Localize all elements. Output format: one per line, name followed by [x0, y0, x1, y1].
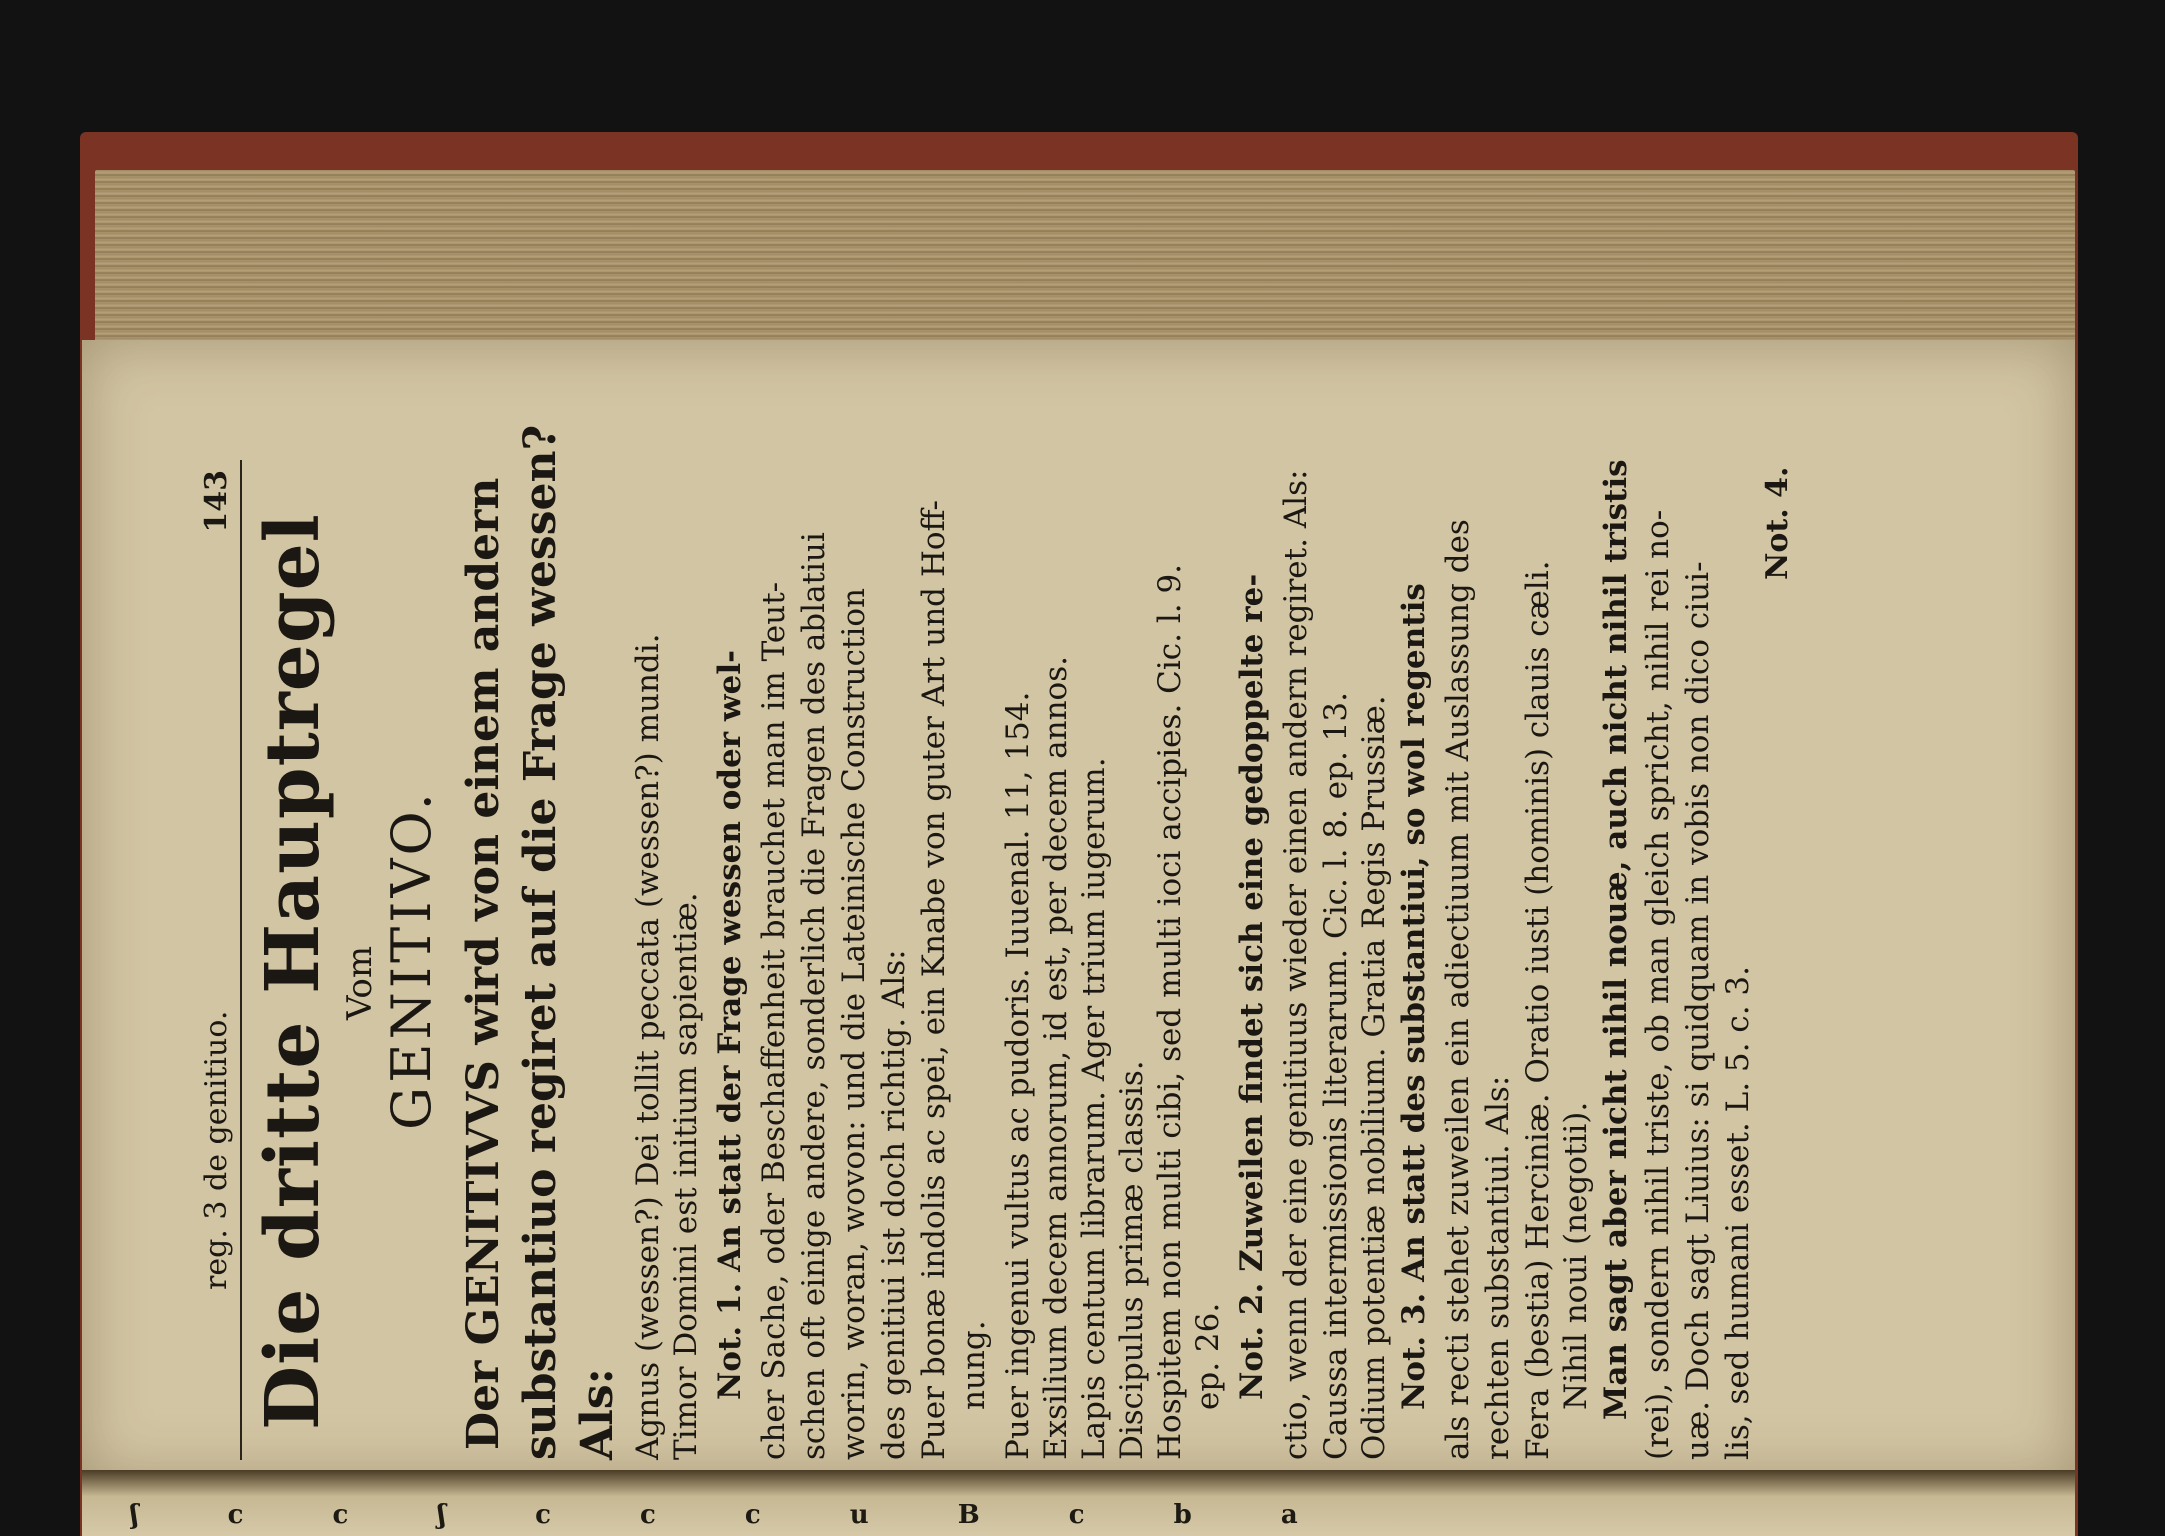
text-line: Odium potentiæ nobilium. Gratia Regis Prussiæ. [1356, 695, 1392, 1460]
text-line: ep. 26. [1190, 1302, 1226, 1410]
text-line: Agnus (wessen?) Dei tollit peccata (wessen?) mundi. [630, 633, 666, 1460]
text-line: (rei), sondern nihil triste, ob man gleich spricht, nihil rei no- [1640, 509, 1676, 1460]
catchword: Not. 4. [1760, 466, 1795, 580]
chapter-genitivo: GENITIVO. [380, 789, 443, 1130]
text-line: schen oft einige andere, sonderlich die Fragen des ablatiui [796, 532, 832, 1460]
text-line: Not. 3. An statt des substantiui, so wol regentis [1396, 583, 1432, 1410]
text-line: Lapis centum librarum. Ager trium iugerum. [1076, 757, 1112, 1460]
page-text-rotated [190, 424, 1970, 1460]
text-line: Not. 1. An statt der Frage wessen oder wel- [712, 650, 748, 1400]
page-edges [95, 170, 2075, 355]
text-line: ctio, wenn der eine genitiuus wieder einen andern regiret. Als: [1278, 469, 1314, 1460]
rule-line-2: substantiuo regiret auf die Frage wessen? [515, 424, 566, 1460]
page-number: 143 [199, 470, 234, 533]
text-line: Timor Domini est initium sapientiæ. [668, 892, 704, 1460]
text-line: Caussa intermissionis literarum. Cic. l. 8. ep. 13. [1318, 692, 1354, 1460]
text-line: Man sagt aber nicht nihil nouæ, auch nicht nihil tristis [1598, 459, 1634, 1420]
text-line: lis, sed humani esset. L. 5. c. 3. [1720, 966, 1756, 1460]
text-line: cher Sache, oder Beschaffenheit brauchet man im Teut- [756, 581, 792, 1460]
facing-page-fragment: ʃ c c ʃ c c c u B c b a [130, 1500, 1338, 1530]
running-head-title: reg. 3 de genitiuo. [199, 1010, 234, 1290]
chapter-vom: Vom [340, 945, 380, 1020]
text-line: Exsilium decem annorum, id est, per decem annos. [1038, 656, 1074, 1460]
text-line: Fera (bestia) Herciniæ. Oratio iusti (hominis) clauis cæli. [1520, 560, 1556, 1460]
text-line: uæ. Doch sagt Liuius: si quidquam in vobis non dico ciui- [1680, 561, 1716, 1460]
text-line: Discipulus primæ classis. [1114, 1060, 1150, 1460]
text-line: Nihil noui (negotii). [1558, 1101, 1594, 1410]
rule-line-1: Der GENITIVVS wird von einem andern [458, 477, 509, 1450]
text-line: worin, woran, wovon: und die Lateinische Construction [836, 588, 872, 1460]
chapter-title: Die dritte Hauptregel [250, 513, 336, 1430]
text-line: als recti stehet zuweilen ein adiectiuum mit Auslassung des [1440, 519, 1476, 1460]
text-line: des genitiui ist doch richtig. Als: [876, 949, 912, 1460]
text-line: Hospitem non multi cibi, sed multi ioci accipies. Cic. l. 9. [1152, 563, 1188, 1460]
running-head [190, 460, 242, 1460]
text-line: Not. 2. Zuweilen findet sich eine gedoppelte re- [1234, 573, 1270, 1400]
text-line: nung. [956, 1320, 992, 1410]
rule-line-3: Als: [572, 1368, 623, 1460]
text-line: Puer ingenui vultus ac pudoris. Iuuenal. 11, 154. [1000, 691, 1036, 1460]
text-line: Puer bonæ indolis ac spei, ein Knabe von guter Art und Hoff- [916, 500, 952, 1460]
text-line: rechten substantiui. Als: [1480, 1075, 1516, 1460]
